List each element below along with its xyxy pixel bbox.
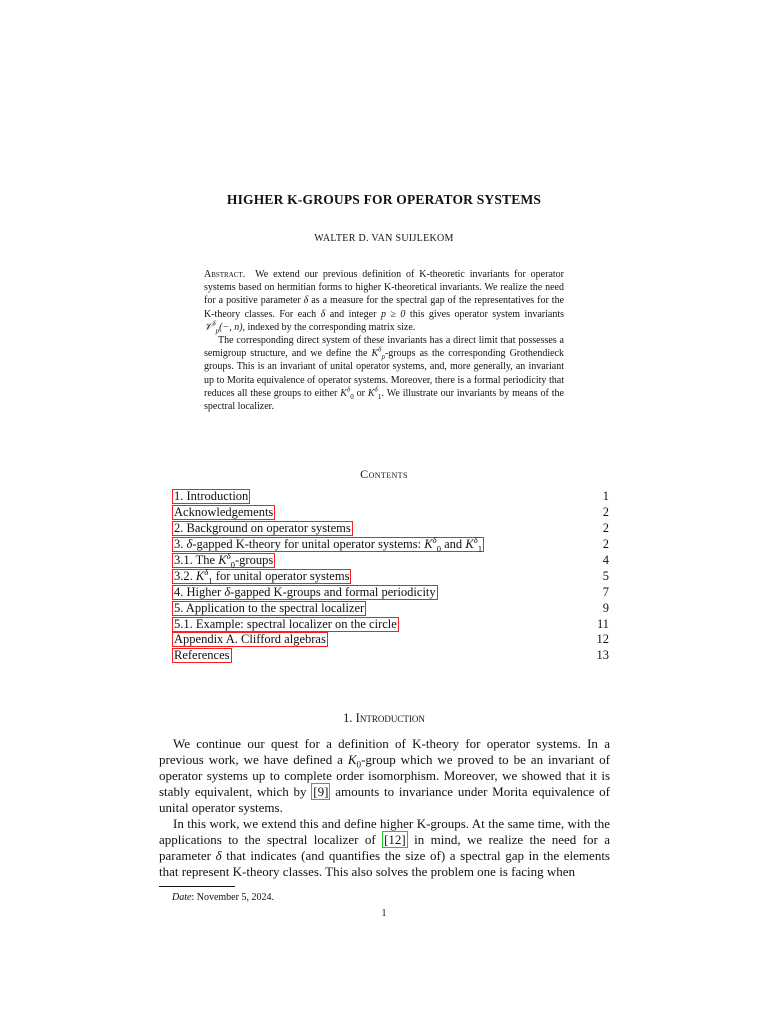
paper-title: HIGHER K-GROUPS FOR OPERATOR SYSTEMS xyxy=(226,192,542,207)
body-paragraph-2 xyxy=(159,816,610,880)
math-delta: δ xyxy=(186,537,193,552)
toc-entry xyxy=(172,584,609,600)
math-sub: 1 xyxy=(477,543,483,554)
math-sub: 0 xyxy=(230,559,236,570)
table-of-contents xyxy=(172,489,609,664)
math-sup: δ xyxy=(432,534,437,545)
abstract-text: , indexed by the corresponding matrix size. xyxy=(242,321,416,333)
toc-link-text: -gapped K-groups and formal periodicity xyxy=(230,584,436,599)
abstract-text: We extend our previous definition of K-theoretic invariants for operator systems based on hermitian forms to higher K-theoretical invariants. We realize the need for a positive parameter xyxy=(204,269,565,307)
toc-entry xyxy=(172,521,609,537)
math-sup: δ xyxy=(346,385,351,394)
math-K: K xyxy=(218,553,227,567)
body-text: in mind, we realize the need for a parameter xyxy=(159,832,610,863)
toc-page-number: 2 xyxy=(602,505,609,520)
toc-link-references[interactable]: References xyxy=(174,648,230,663)
toc-entry xyxy=(172,648,609,664)
footnote-text: : November 5, 2024. xyxy=(191,892,274,903)
toc-entry xyxy=(172,489,609,505)
toc-link-text: for unital operator systems xyxy=(212,568,350,583)
math-K: K xyxy=(347,752,357,767)
toc-page-number: 12 xyxy=(596,632,609,647)
math-p-geq-0: p ≥ 0 xyxy=(380,308,406,320)
toc-link-appendix-a[interactable]: Appendix A. Clifford algebras xyxy=(174,632,326,647)
body-paragraph-1 xyxy=(159,736,610,816)
abstract-paragraph-2 xyxy=(204,334,564,413)
toc-link-k1-unital[interactable] xyxy=(172,566,351,586)
toc-link-text: 3.2. xyxy=(174,568,196,583)
toc-page-number: 11 xyxy=(596,616,609,631)
toc-page-number: 1 xyxy=(602,489,609,504)
math-K: K xyxy=(367,387,375,399)
toc-link-text: -groups xyxy=(235,553,274,567)
body-text: that indicates (and quantifies the size of) a spectral gap in the elements that represent K-theory classes. This also solves the problem one is facing when xyxy=(159,848,610,879)
abstract-label: Abstract. xyxy=(204,269,246,280)
toc-link-background[interactable]: 2. Background on operator systems xyxy=(174,521,351,536)
toc-page-number: 13 xyxy=(596,648,609,663)
math-sub: p xyxy=(381,353,385,362)
section-title: Introduction xyxy=(355,711,425,725)
abstract xyxy=(204,268,564,413)
toc-page-number: 9 xyxy=(602,600,609,615)
footnote-date xyxy=(172,892,274,903)
toc-page-number: 7 xyxy=(602,584,609,599)
introduction-body xyxy=(159,736,610,880)
math-K: K xyxy=(371,348,379,360)
toc-link-text: and xyxy=(441,537,466,552)
toc-link-application[interactable]: 5. Application to the spectral localizer xyxy=(174,600,365,615)
abstract-text: The corresponding direct system of these invariants has a direct limit that possesses a semigroup structure, and we define the xyxy=(204,335,564,360)
toc-entry xyxy=(172,600,609,616)
math-V-invariant xyxy=(204,319,243,335)
toc-page-number: 2 xyxy=(602,537,609,552)
math-sup: δ xyxy=(212,319,216,328)
abstract-text: this gives operator system invariants xyxy=(405,308,564,320)
abstract-text: or xyxy=(353,387,368,399)
abstract-paragraph-1 xyxy=(204,268,564,334)
page-number: 1 xyxy=(381,908,387,919)
toc-link-higher-k-groups[interactable] xyxy=(172,585,438,600)
toc-entry xyxy=(172,632,609,648)
math-V-symbol: 𝒱 xyxy=(204,321,213,333)
body-text: amounts to invariance under Morita equivalence of unital operator systems. xyxy=(159,784,610,815)
toc-entry xyxy=(172,534,609,554)
section-number: 1. xyxy=(343,711,353,725)
toc-page-number: 5 xyxy=(602,568,609,583)
math-delta: δ xyxy=(303,295,309,307)
math-sub: 1 xyxy=(377,392,382,401)
citation-link-12[interactable]: [12] xyxy=(384,832,406,847)
abstract-text: . We illustrate our invariants by means of the spectral localizer. xyxy=(204,387,564,413)
footnote-rule xyxy=(159,886,235,887)
contents-heading: Contents xyxy=(360,467,408,481)
toc-link-text: 3.1. The xyxy=(174,553,219,567)
math-delta: δ xyxy=(224,584,231,599)
abstract-text: -groups as the corresponding Grothendieck groups. This is an invariant of unital operator systems, and, more generally, an invariant up to Morita equivalence of operator systems. Moreover, there is a formal periodicity that reduces all these groups to either xyxy=(204,348,564,399)
author-name: WALTER D. VAN SUIJLEKOM xyxy=(314,233,454,244)
toc-link-introduction[interactable]: 1. Introduction xyxy=(174,489,249,504)
math-sub: 0 xyxy=(350,392,354,401)
toc-entry xyxy=(172,550,609,570)
math-K: K xyxy=(424,537,433,552)
abstract-text: as a measure for the spectral gap of the representatives for the K-theory classes. For each xyxy=(204,295,565,320)
math-delta: δ xyxy=(320,308,326,320)
toc-entry xyxy=(172,505,609,521)
section-heading-introduction xyxy=(0,711,768,726)
math-sup: δ xyxy=(374,385,378,394)
math-sub: 1 xyxy=(208,575,213,586)
toc-link-acknowledgements[interactable]: Acknowledgements xyxy=(174,505,274,520)
toc-link-k0-groups[interactable] xyxy=(172,550,275,570)
body-text: -group which we proved to be an invariant of operator systems up to complete order isomorphism. Moreover, we showed that it is stably equivalent, which by xyxy=(159,752,611,799)
toc-link-delta-gapped-k-theory[interactable] xyxy=(172,534,484,554)
toc-page-number: 4 xyxy=(602,553,609,567)
footnote-label: Date xyxy=(172,892,192,903)
math-K: K xyxy=(340,387,347,399)
math-sup: δ xyxy=(226,550,231,561)
toc-link-text: 4. Higher xyxy=(174,584,225,599)
math-sub: p xyxy=(215,326,220,335)
math-delta: δ xyxy=(215,848,222,863)
toc-page-number: 2 xyxy=(602,521,609,536)
abstract-text: and integer xyxy=(325,308,381,320)
toc-link-text: 3. xyxy=(174,537,187,552)
math-K: K xyxy=(465,537,474,552)
math-sub: 0 xyxy=(436,543,441,554)
math-sup: δ xyxy=(473,534,478,545)
toc-link-example-circle[interactable]: 5.1. Example: spectral localizer on the circle xyxy=(174,616,397,631)
math-K: K xyxy=(195,568,205,583)
citation-link-9[interactable]: [9] xyxy=(313,784,329,799)
toc-entry xyxy=(172,568,609,584)
math-sub: 0 xyxy=(356,759,362,770)
toc-link-text: -gapped K-theory for unital operator systems: xyxy=(192,537,425,552)
body-text: We continue our quest for a definition of K-theory for operator systems. In a previous work, we have defined a xyxy=(159,736,610,767)
math-args: (−, n) xyxy=(219,321,243,333)
math-sup: δ xyxy=(204,566,209,577)
body-text: In this work, we extend this and define higher K-groups. At the same time, with the applications to the spectral localizer of xyxy=(159,816,610,847)
math-sup: δ xyxy=(378,345,382,354)
toc-entry xyxy=(172,616,609,632)
